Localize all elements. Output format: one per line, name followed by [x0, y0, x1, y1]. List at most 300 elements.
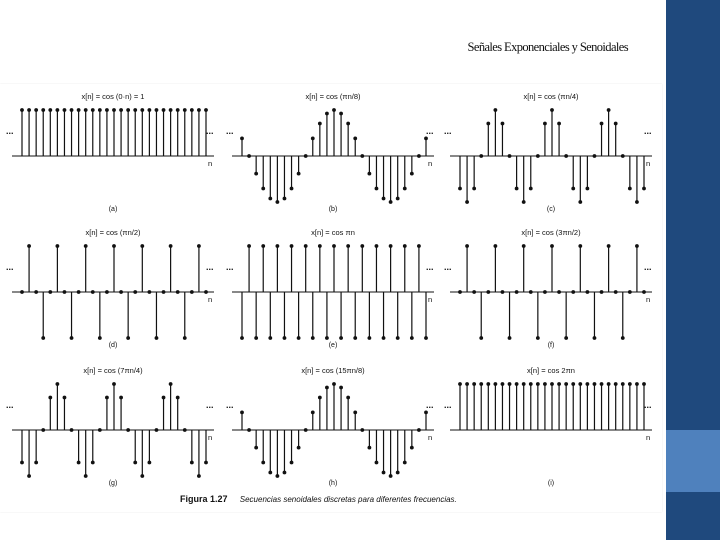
stem-point: [600, 290, 604, 294]
stem-point: [578, 200, 582, 204]
stem-point: [268, 336, 272, 340]
stem-point: [472, 290, 476, 294]
stem-point: [557, 290, 561, 294]
stem-point: [140, 108, 144, 112]
stem-point: [410, 446, 414, 450]
caption-text: Secuencias senoidales discretas para diferentes frecuencias.: [239, 495, 457, 504]
stem-point: [508, 336, 512, 340]
stem-point: [332, 244, 336, 248]
stem-point: [564, 154, 568, 158]
stem-point: [27, 474, 31, 478]
stem-point: [614, 382, 618, 386]
stem-point: [375, 244, 379, 248]
stem-point: [571, 187, 575, 191]
stem-point: [410, 172, 414, 176]
stem-plot: [228, 362, 438, 482]
continuation-dots-left: ...: [444, 126, 452, 136]
stem-point: [593, 336, 597, 340]
continuation-dots-left: ...: [226, 262, 234, 272]
stem-point: [204, 290, 208, 294]
stem-point: [642, 290, 646, 294]
continuation-dots-right: ...: [206, 126, 214, 136]
stem-point: [169, 108, 173, 112]
stem-point: [126, 108, 130, 112]
stem-plot: [446, 224, 656, 344]
stem-point: [417, 428, 421, 432]
panel-title: x[n] = cos (πn/2): [85, 228, 141, 237]
stem-point: [70, 108, 74, 112]
stem-point: [325, 336, 329, 340]
stem-point: [254, 446, 258, 450]
stem-point: [360, 154, 364, 158]
stem-point: [585, 187, 589, 191]
stem-point: [607, 244, 611, 248]
panel-title: x[n] = cos (πn/4): [523, 92, 579, 101]
stem-point: [529, 187, 533, 191]
stem-point: [261, 187, 265, 191]
stem-point: [515, 187, 519, 191]
stem-panel-b: [226, 88, 438, 213]
slide-title: Señales Exponenciales y Senoidales: [467, 40, 628, 54]
stem-point: [268, 197, 272, 201]
stem-point: [169, 244, 173, 248]
figure-caption: [180, 494, 457, 504]
stem-point: [112, 244, 116, 248]
stem-point: [240, 410, 244, 414]
stem-point: [155, 108, 159, 112]
stem-point: [41, 336, 45, 340]
stem-point: [458, 187, 462, 191]
continuation-dots-right: ...: [206, 400, 214, 410]
panel-title: x[n] = cos (0·n) = 1: [81, 92, 145, 101]
figure-1-27: [0, 84, 662, 512]
stem-plot: [228, 224, 438, 344]
n-axis-label: n: [428, 295, 433, 304]
stem-point: [77, 290, 81, 294]
continuation-dots-left: ...: [226, 400, 234, 410]
stem-point: [34, 290, 38, 294]
stem-point: [493, 244, 497, 248]
stem-point: [628, 187, 632, 191]
stem-point: [204, 461, 208, 465]
stem-point: [628, 382, 632, 386]
stem-plot: [446, 88, 656, 208]
stem-panel-g: [6, 362, 218, 487]
stem-point: [318, 122, 322, 126]
stem-point: [204, 108, 208, 112]
stem-point: [339, 386, 343, 390]
stem-point: [247, 154, 251, 158]
stem-point: [119, 396, 123, 400]
stem-point: [190, 108, 194, 112]
stem-plot: [8, 88, 218, 208]
stem-point: [290, 187, 294, 191]
panel-title: x[n] = cos (15πn/8): [301, 366, 365, 375]
stem-point: [34, 461, 38, 465]
n-axis-label: n: [208, 295, 213, 304]
stem-point: [176, 108, 180, 112]
stem-point: [254, 172, 258, 176]
stem-point: [119, 290, 123, 294]
stem-point: [290, 461, 294, 465]
stem-point: [63, 108, 67, 112]
stem-point: [105, 108, 109, 112]
stem-point: [55, 108, 59, 112]
stem-point: [133, 290, 137, 294]
stem-point: [240, 336, 244, 340]
stem-point: [564, 382, 568, 386]
stem-point: [642, 382, 646, 386]
stem-point: [339, 336, 343, 340]
stem-point: [486, 382, 490, 386]
stem-point: [382, 336, 386, 340]
stem-point: [91, 290, 95, 294]
stem-point: [332, 108, 336, 112]
stem-point: [98, 108, 102, 112]
stem-point: [389, 200, 393, 204]
stem-point: [522, 382, 526, 386]
stem-point: [543, 122, 547, 126]
stem-point: [515, 382, 519, 386]
stem-point: [162, 396, 166, 400]
stem-point: [119, 108, 123, 112]
stem-point: [77, 461, 81, 465]
stem-plot: [8, 224, 218, 344]
stem-point: [311, 410, 315, 414]
n-axis-label: n: [208, 433, 213, 442]
continuation-dots-left: ...: [444, 400, 452, 410]
stem-point: [70, 336, 74, 340]
stem-panel-a: [6, 88, 218, 213]
stem-point: [190, 461, 194, 465]
stem-point: [621, 382, 625, 386]
stem-point: [607, 108, 611, 112]
stem-point: [550, 382, 554, 386]
stem-point: [105, 396, 109, 400]
stem-point: [635, 244, 639, 248]
stem-point: [508, 154, 512, 158]
panel-title: x[n] = cos 2πn: [527, 366, 575, 375]
stem-point: [283, 471, 287, 475]
stem-point: [55, 244, 59, 248]
stem-point: [48, 290, 52, 294]
stem-point: [240, 136, 244, 140]
stem-point: [417, 244, 421, 248]
stem-point: [529, 382, 533, 386]
stem-point: [472, 382, 476, 386]
stem-point: [304, 428, 308, 432]
stem-point: [183, 428, 187, 432]
stem-point: [147, 290, 151, 294]
stem-point: [290, 244, 294, 248]
stem-point: [486, 290, 490, 294]
stem-point: [20, 461, 24, 465]
continuation-dots-right: ...: [644, 262, 652, 272]
stem-point: [417, 154, 421, 158]
stem-point: [283, 197, 287, 201]
stem-point: [162, 290, 166, 294]
panel-title: x[n] = cos πn: [311, 228, 355, 237]
stem-point: [84, 108, 88, 112]
panel-title: x[n] = cos (7πn/4): [83, 366, 143, 375]
stem-point: [600, 382, 604, 386]
stem-point: [367, 336, 371, 340]
panel-letter: (g): [108, 480, 118, 487]
stem-point: [268, 471, 272, 475]
stem-point: [247, 428, 251, 432]
stem-point: [382, 471, 386, 475]
stem-point: [183, 108, 187, 112]
stem-point: [261, 244, 265, 248]
stem-point: [70, 428, 74, 432]
stem-point: [297, 172, 301, 176]
stem-point: [105, 290, 109, 294]
stem-point: [642, 187, 646, 191]
stem-point: [486, 122, 490, 126]
continuation-dots-left: ...: [6, 126, 14, 136]
stem-point: [367, 172, 371, 176]
n-axis-label: n: [646, 159, 651, 168]
stem-point: [536, 336, 540, 340]
stem-point: [304, 154, 308, 158]
stem-point: [501, 290, 505, 294]
stem-point: [332, 382, 336, 386]
stem-point: [508, 382, 512, 386]
stem-point: [479, 382, 483, 386]
panel-letter: (f): [547, 342, 555, 349]
stem-point: [522, 244, 526, 248]
n-axis-label: n: [208, 159, 213, 168]
stem-point: [247, 244, 251, 248]
stem-point: [550, 108, 554, 112]
stem-panel-f: [444, 224, 656, 349]
stem-point: [98, 336, 102, 340]
stem-point: [360, 244, 364, 248]
stem-point: [304, 244, 308, 248]
stem-point: [283, 336, 287, 340]
stem-point: [465, 200, 469, 204]
stem-point: [176, 290, 180, 294]
stem-point: [403, 187, 407, 191]
stem-point: [147, 461, 151, 465]
stem-point: [126, 336, 130, 340]
stem-point: [396, 197, 400, 201]
stem-point: [353, 136, 357, 140]
stem-point: [84, 474, 88, 478]
stem-point: [635, 200, 639, 204]
panel-letter: (h): [328, 480, 338, 487]
stem-point: [578, 244, 582, 248]
stem-point: [375, 461, 379, 465]
stem-point: [360, 428, 364, 432]
stem-point: [133, 108, 137, 112]
stem-point: [585, 382, 589, 386]
stem-point: [571, 382, 575, 386]
stem-point: [424, 410, 428, 414]
stem-point: [403, 461, 407, 465]
stem-point: [389, 474, 393, 478]
stem-point: [325, 386, 329, 390]
continuation-dots-right: ...: [644, 126, 652, 136]
continuation-dots-right: ...: [426, 262, 434, 272]
panel-letter: (a): [108, 206, 118, 213]
stem-point: [133, 461, 137, 465]
stem-point: [382, 197, 386, 201]
stem-point: [529, 290, 533, 294]
stem-point: [297, 446, 301, 450]
continuation-dots-left: ...: [6, 262, 14, 272]
stem-point: [155, 428, 159, 432]
continuation-dots-right: ...: [426, 126, 434, 136]
panel-letter: (e): [328, 342, 338, 349]
stem-point: [55, 382, 59, 386]
stem-point: [593, 154, 597, 158]
stem-point: [112, 108, 116, 112]
panel-letter: (b): [328, 206, 338, 213]
stem-point: [621, 336, 625, 340]
stem-point: [396, 336, 400, 340]
stem-point: [635, 382, 639, 386]
stem-point: [614, 290, 618, 294]
stem-point: [48, 108, 52, 112]
stem-plot: [228, 88, 438, 208]
stem-panel-i: [444, 362, 656, 487]
panel-title: x[n] = cos (3πn/2): [521, 228, 581, 237]
stem-point: [48, 396, 52, 400]
stem-point: [353, 336, 357, 340]
stem-point: [197, 244, 201, 248]
stem-point: [424, 336, 428, 340]
panel-title: x[n] = cos (πn/8): [305, 92, 361, 101]
stem-point: [472, 187, 476, 191]
continuation-dots-right: ...: [426, 400, 434, 410]
stem-point: [479, 336, 483, 340]
caption-label: Figura 1.27: [180, 494, 228, 504]
stem-point: [465, 382, 469, 386]
panel-letter: (i): [547, 480, 555, 487]
stem-point: [424, 136, 428, 140]
stem-point: [600, 122, 604, 126]
stem-point: [183, 336, 187, 340]
stem-point: [41, 428, 45, 432]
stem-point: [593, 382, 597, 386]
stem-point: [410, 336, 414, 340]
stem-point: [318, 244, 322, 248]
stem-point: [176, 396, 180, 400]
stem-point: [77, 108, 81, 112]
stem-point: [389, 244, 393, 248]
stem-point: [493, 382, 497, 386]
stem-point: [536, 154, 540, 158]
stem-point: [375, 187, 379, 191]
stem-point: [396, 471, 400, 475]
stem-point: [458, 382, 462, 386]
stem-point: [621, 154, 625, 158]
stem-point: [147, 108, 151, 112]
panel-letter: (c): [546, 206, 556, 213]
stem-plot: [446, 362, 656, 482]
stem-point: [20, 290, 24, 294]
stem-point: [140, 244, 144, 248]
continuation-dots-right: ...: [206, 262, 214, 272]
stem-point: [169, 382, 173, 386]
stem-point: [98, 428, 102, 432]
stem-point: [557, 122, 561, 126]
stem-point: [501, 382, 505, 386]
continuation-dots-left: ...: [6, 400, 14, 410]
stem-point: [585, 290, 589, 294]
stem-point: [190, 290, 194, 294]
stem-point: [275, 244, 279, 248]
stem-panel-e: [226, 224, 438, 349]
stem-point: [557, 382, 561, 386]
stem-point: [522, 200, 526, 204]
stem-point: [578, 382, 582, 386]
stem-point: [112, 382, 116, 386]
n-axis-label: n: [646, 433, 651, 442]
stem-point: [346, 396, 350, 400]
continuation-dots-left: ...: [444, 262, 452, 272]
stem-point: [465, 244, 469, 248]
stem-point: [339, 112, 343, 116]
stem-point: [550, 244, 554, 248]
stem-point: [34, 108, 38, 112]
stem-point: [403, 244, 407, 248]
stem-point: [84, 244, 88, 248]
stem-point: [197, 474, 201, 478]
stem-point: [311, 336, 315, 340]
stem-point: [564, 336, 568, 340]
stem-point: [155, 336, 159, 340]
sidebar-accent-block: [666, 430, 720, 492]
stem-point: [41, 108, 45, 112]
stem-point: [353, 410, 357, 414]
stem-point: [543, 382, 547, 386]
stem-point: [346, 122, 350, 126]
stem-point: [607, 382, 611, 386]
stem-point: [254, 336, 258, 340]
stem-point: [162, 108, 166, 112]
stem-point: [91, 108, 95, 112]
stem-point: [493, 108, 497, 112]
stem-plot: [8, 362, 218, 482]
stem-point: [261, 461, 265, 465]
stem-panel-d: [6, 224, 218, 349]
stem-point: [197, 108, 201, 112]
continuation-dots-right: ...: [644, 400, 652, 410]
stem-point: [501, 122, 505, 126]
stem-point: [458, 290, 462, 294]
n-axis-label: n: [646, 295, 651, 304]
stem-point: [63, 396, 67, 400]
stem-point: [275, 200, 279, 204]
stem-point: [275, 474, 279, 478]
n-axis-label: n: [428, 433, 433, 442]
stem-panel-c: [444, 88, 656, 213]
stem-point: [367, 446, 371, 450]
n-axis-label: n: [428, 159, 433, 168]
stem-point: [515, 290, 519, 294]
stem-point: [20, 108, 24, 112]
panel-letter: (d): [108, 342, 118, 349]
stem-point: [91, 461, 95, 465]
stem-point: [325, 112, 329, 116]
stem-point: [140, 474, 144, 478]
stem-point: [571, 290, 575, 294]
stem-point: [346, 244, 350, 248]
stem-point: [479, 154, 483, 158]
stem-point: [543, 290, 547, 294]
